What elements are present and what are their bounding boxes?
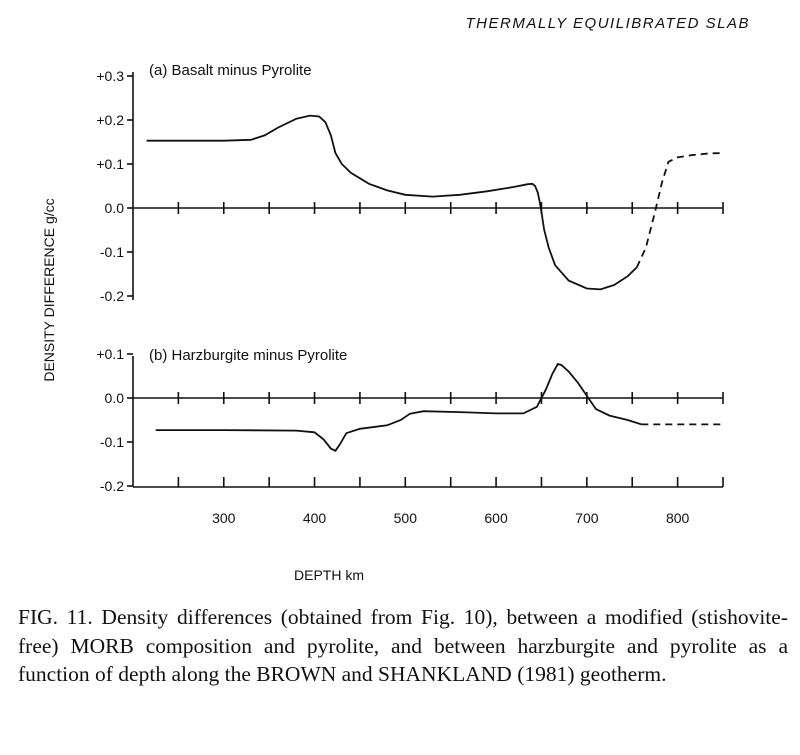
panel-a-series-solid bbox=[147, 116, 637, 290]
panel-a-y-tick-label: -0.2 bbox=[99, 288, 124, 304]
panel-b-y-tick-label: -0.1 bbox=[99, 434, 124, 450]
panel-a-y-tick-label: -0.1 bbox=[99, 244, 124, 260]
x-axis-title: DEPTH km bbox=[294, 567, 364, 583]
x-tick-label: 700 bbox=[575, 510, 599, 526]
y-axis-title: DENSITY DIFFERENCE g/cc bbox=[41, 198, 57, 382]
x-tick-label: 300 bbox=[212, 510, 236, 526]
panel-b-title: (b) Harzburgite minus Pyrolite bbox=[149, 347, 348, 364]
panel-b-y-tick-label: +0.1 bbox=[96, 346, 124, 362]
panel-a-y-tick-label: +0.2 bbox=[96, 112, 124, 128]
panel-a-y-tick-label: +0.3 bbox=[96, 68, 124, 84]
x-tick-label: 400 bbox=[302, 510, 327, 526]
panel-b-y-tick-label: -0.2 bbox=[99, 478, 124, 494]
panel-a-series-dashed bbox=[637, 153, 723, 267]
figure-title: THERMALLY EQUILIBRATED SLAB bbox=[465, 15, 750, 32]
panel-a-y-tick-label: +0.1 bbox=[96, 156, 124, 172]
panel-b-y-tick-label: 0.0 bbox=[104, 390, 124, 406]
x-tick-label: 800 bbox=[665, 510, 690, 526]
panel-b-series-solid bbox=[156, 364, 642, 451]
panel-a-title: (a) Basalt minus Pyrolite bbox=[149, 62, 312, 79]
x-tick-label: 600 bbox=[484, 510, 508, 526]
x-tick-label: 500 bbox=[393, 510, 417, 526]
panel-a-y-tick-label: 0.0 bbox=[104, 200, 124, 216]
figure-caption: FIG. 11. Density differences (obtained from Fig. 10), between a modified (stishovite-free) MORB composition and pyrolite, and between harzburgite and pyrolite as a function of depth along the BROWN and SHANKLAND (1981) geotherm. bbox=[18, 605, 788, 686]
panel-a-plot bbox=[96, 68, 723, 304]
panel-b-plot bbox=[96, 346, 723, 526]
